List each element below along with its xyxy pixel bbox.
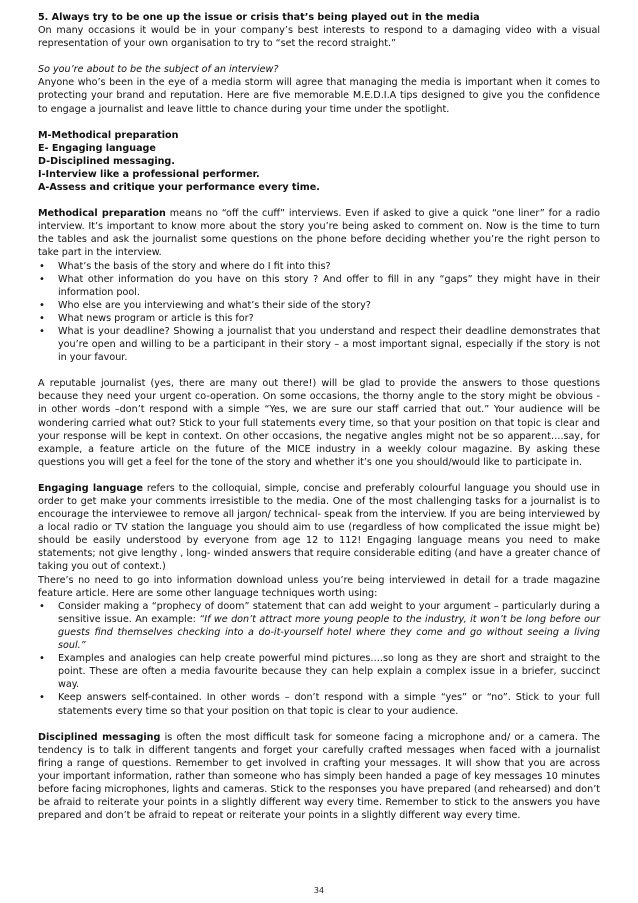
- list-item: • Keep answers self-contained. In other words – don’t respond with a simple “yes” or “no”. Stick to your full statements every time so that your position on that topic is clear to your audience.: [38, 691, 600, 717]
- list-item: • Who else are you interviewing and what’s their side of the story?: [38, 299, 600, 312]
- language-techniques: [38, 600, 600, 718]
- journalist-paragraph: A reputable journalist (yes, there are many out there!) will be glad to provide the answers to those questions because they need your urgent co-operation. On some occasions, the thorny angle to the story might be obvious - in other words –don’t respond with a simple “Yes, we are sure our staff carried that out.” Your audience will be wondering carried what out? Stick to your full statements every time, so that your position on that topic is clear and your response will be kept in context. On other occasions, the negative angles might not be so apparent….say, for example, a feature article on the future of the MICE industry in a weekly colour magazine. By asking these questions you will get a feel for the tone of the story and whether it’s one you should/would like to participate in.: [38, 378, 600, 468]
- medi-item: D-Disciplined messaging.: [38, 155, 175, 167]
- list-item: • What is your deadline? Showing a journalist that you understand and respect their deadline demonstrates that you’re open and willing to be a participant in their story – a most important signal, especially if the story is not in your favour.: [38, 325, 600, 364]
- section-heading: 5. Always try to be one up the issue or crisis that’s being played out in the media: [38, 12, 480, 23]
- prophecy-text: Consider making a “prophecy of doom” statement that can add weight to your argument – particularly during a sensitive issue. An example:: [58, 600, 600, 625]
- engaging-followup: There’s no need to go into information download unless you’re being interviewed in detail for a trade magazine feature article. Here are some other language techniques worth using:: [38, 574, 600, 599]
- interview-intro: Anyone who’s been in the eye of a media storm will agree that managing the media is important when it comes to protecting your brand and reputation. Here are five memorable M.E.D.I.A tips designed to give you the confidence to engage a journalist and leave little to chance during your time under the spotlight.: [38, 77, 600, 115]
- list-item: • What other information do you have on this story ? And offer to fill in any “gaps” they might have in their information pool.: [38, 273, 600, 299]
- prophecy-quote: “If we don’t attract more young people to the industry, it won’t be long before our guests find themselves checking into a do-it-yourself hotel where they come and go without seeing a living soul.”: [58, 613, 600, 652]
- engaging-term: Engaging language: [38, 482, 143, 494]
- disciplined-paragraph: [38, 731, 600, 823]
- medi-item: A-Assess and critique your performance every time.: [38, 182, 320, 194]
- list-item: • Examples and analogies can help create powerful mind pictures….so long as they are short and straight to the point. These are often a media favourite because they can help explain a complex issue in a briefer, succinct way.: [38, 652, 600, 691]
- engaging-paragraph: [38, 482, 600, 574]
- disciplined-term: Disciplined messaging: [38, 731, 161, 743]
- section-body: On many occasions it would be in your company’s best interests to respond to a damaging video with a visual representation of your own organisation to try to “set the record straight.”: [38, 25, 600, 50]
- medi-list: [38, 129, 600, 194]
- list-item: [38, 600, 600, 652]
- medi-item: E- Engaging language: [38, 142, 156, 154]
- methodical-text: means no “off the cuff” interviews. Even if asked to give a quick “one liner” for a radio interview. It’s important to know more about the story you’re being asked to comment on. Now is the time to turn the tables and ask the journalist some questions on the phone before deciding whether you’re the right person to take part in the interview.: [38, 208, 600, 259]
- list-item: • What’s the basis of the story and where do I fit into this?: [38, 260, 600, 273]
- methodical-questions: [38, 260, 600, 365]
- engaging-text: refers to the colloquial, simple, concise and preferably colourful language you should use in order to get make your comments irresistible to the media. One of the most challenging tasks for a journalist is to encourage the interviewee to remove all jargon/ technical- speak from the interview. If you are being interviewed by a local radio or TV station the language you should aim to use (regardless of how complicated the issue might be) should be easily understood by everyone from age 12 to 112! Engaging language means you need to make statements; not give lengthy , long- winded answers that require considerable editing (and have a greater chance of taking you out of context.): [38, 482, 600, 573]
- medi-item: M-Methodical preparation: [38, 129, 179, 141]
- methodical-term: Methodical preparation: [38, 208, 166, 220]
- interview-subtitle: So you’re about to be the subject of an interview?: [38, 64, 279, 76]
- medi-item: I-Interview like a professional performer.: [38, 168, 260, 180]
- methodical-paragraph: [38, 207, 600, 259]
- list-item: • What news program or article is this for?: [38, 312, 600, 325]
- page-number: 34: [313, 886, 325, 895]
- disciplined-text: is often the most difficult task for someone facing a microphone and/ or a camera. The tendency is to talk in different tangents and forget your carefully crafted messages when faced with a journalist firing a range of questions. Remember to get involved in crafting your messages. It will show that you are across your important information, rather than someone who has simply been handed a page of key messages 10 minutes before facing microphones, lights and cameras. Stick to the responses you have prepared (and rehearsed) and don’t be afraid to reiterate your points in a slightly different way every time. Remember to stick to the answers you have prepared and don’t be afraid to repeat or reiterate your points in a slightly different way every time.: [38, 731, 600, 822]
